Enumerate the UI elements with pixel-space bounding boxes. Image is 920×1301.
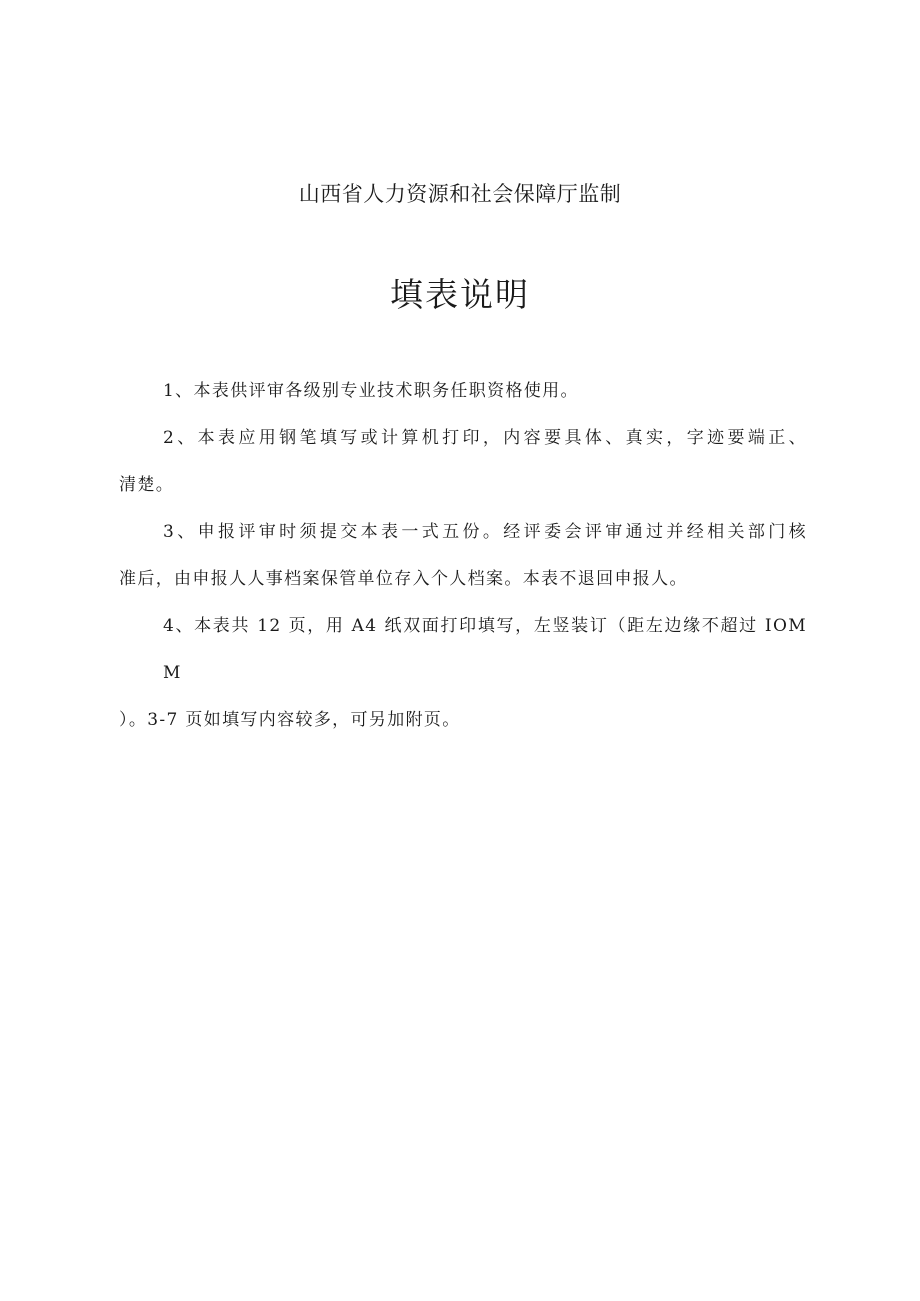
instruction-item-3-line-1: 3、申报评审时须提交本表一式五份。经评委会评审通过并经相关部门核 <box>163 522 807 542</box>
instruction-item-4 <box>119 603 807 744</box>
instruction-item-3-line-2: 准后，由申报人人事档案保管单位存入个人档案。本表不退回申报人。 <box>119 569 688 589</box>
instruction-item-4-line-1: 4、本表共 12 页，用 A4 纸双面打印填写，左竖装订（距左边缘不超过 IOMM <box>163 616 807 683</box>
supervisor-line: 山西省人力资源和社会保障厅监制 <box>298 182 622 206</box>
instruction-item-2 <box>119 415 807 509</box>
instruction-item-1 <box>119 368 807 415</box>
instruction-item-3 <box>119 509 807 603</box>
instruction-item-4-line-2: ）。3-7 页如填写内容较多，可另加附页。 <box>119 710 461 730</box>
instructions-list <box>119 368 807 744</box>
instruction-item-2-line-1: 2、本表应用钢笔填写或计算机打印，内容要具体、真实，字迹要端正、 <box>163 428 807 448</box>
page-title: 填表说明 <box>390 275 530 314</box>
instruction-item-1-line-1: 1、本表供评审各级别专业技术职务任职资格使用。 <box>163 381 579 401</box>
instruction-item-2-line-2: 清楚。 <box>119 475 175 495</box>
